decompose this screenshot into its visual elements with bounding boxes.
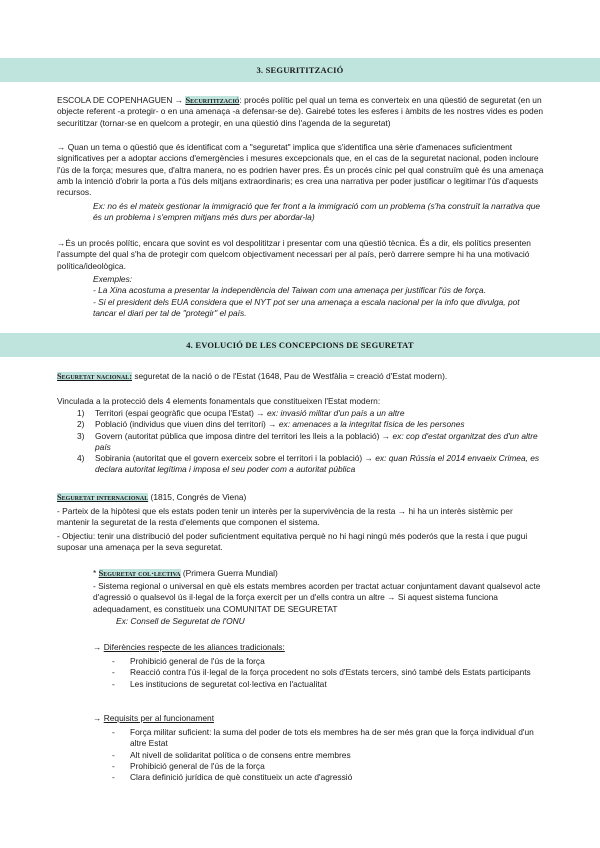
collective-prefix: * [93,568,99,578]
school-label: ESCOLA DE COPENHAGUEN → [57,95,186,105]
list-item [77,453,545,476]
immigration-example: Ex: no és el mateix gestionar la immigració que fer front a la immigració com un problema (s'ha construït la narrativa que és un problema i s'empren mitjans més durs per abordar-la) [93,201,541,223]
examples-label: Exemples: [93,274,133,284]
list-item: - Prohibició general de l'ús de la força [112,761,545,772]
item-number: 4) [77,453,85,464]
requirements-title: Requisits per al funcionament [103,713,215,723]
item-example: ex: amenaces a la integritat física de les persones [278,419,465,430]
item-example: ex: invasió militar d'un país a un altre [266,408,405,418]
item-number: 2) [77,419,85,430]
list-item: - Força militar suficient: la suma del poder de tots els membres ha de ser més gran que la força individual d'un altre Estat [112,727,545,750]
requirements-heading [93,713,543,724]
collective-security-definition: - Sistema regional o universal en què els estats membres acorden per tractat actuar conjuntament davant qualsevol acte d'agressió o qualsevol ús il·legal de la força exercit per un d'ells contra un altre → Si aquest sistema funciona adequadament, es constitueix una COMUNITAT DE SEGURETAT [93,581,541,614]
list-item: - Les institucions de seguretat col·lectiva en l'actualitat [112,679,545,690]
requirements-arrow: → [93,713,104,723]
list-item: - Prohibició general de l'ús de la força [112,656,545,667]
collective-security-line [93,568,543,579]
national-security-definition: seguretat de la nació o de l'Estat (1648, Pau de Westfàlia = creació d'Estat modern). [132,371,448,381]
item-example: ex: cop d'estat organitzat des d'un altre país [95,430,538,452]
section-3-header [0,58,600,82]
securititzacio-definition: : procés polític pel qual un tema es converteix en una qüestió de seguretat (en un objecte referent -a protegir- o en una amenaça -a defensar-se de). Gairebé totes les esferes i àmbits de les nostres vides es poden securititzar (tornar-se en quelcom a protegir, en una qüestió dins l'agenda de la seguretat) [57,95,544,128]
international-security-note: (1815, Congrés de Viena) [148,492,247,502]
international-security-term: Seguretat internacional [57,493,149,502]
differences-heading [93,642,543,653]
international-security-p1: - Parteix de la hipòtesi que els estats poden tenir un interès per la supervivència de la resta → hi ha un interès sistèmic per mantenir la seguretat de la resta d'elements que componen el sistema. [57,506,513,528]
international-security-p2: - Objectiu: tenir una distribució del poder suficientment equitativa perquè no hi hagi ningú més poderós que la resta i que pugui suposar una amenaça per la seva seguretat. [57,531,528,553]
linked-elements-intro: Vinculada a la protecció dels 4 elements fonamentals que constitueixen l'Estat modern: [57,396,381,406]
collective-example: Ex: Consell de Seguretat de l'ONU [116,616,245,626]
list-item: - Clara definició jurídica de què constitueix un acte d'agressió [112,772,545,783]
item-text: Territori (espai geogràfic que ocupa l'Estat) → [95,408,267,418]
list-item [77,431,545,454]
list-item: - Reacció contra l'ús il·legal de la força procedent no sols d'Estats tercers, sinó també dels Estats participants [112,667,545,678]
national-security-line [57,371,545,382]
threat-paragraph: → Quan un tema o qüestió que és identificat com a "seguretat" implica que s'identifica una sèrie d'amenaces suficientment significatives per a adoptar accions d'emergències i mesures excepcionals que, en el cas de la seguretat nacional, poden incloure l'ús de la força; mesures que, d'altra manera, no es podrien haver pres. És un procés cínic pel qual construïm què és una amenaça amb la intenció d'obrir la porta a l'ús dels mitjans extraordinaris; es crea una narrativa per poder justificar o legitimar l'ús d'aquests recursos. [57,142,544,198]
national-security-term: Seguretat nacional: [57,372,132,381]
political-process-paragraph: →És un procés polític, encara que sovint es vol despolititzar i presentar com una qüestió tècnica. És a dir, els polítics presenten l'assumpte del qual s'ha de protegir com quelcom objectivament necessari per al país, però darrere sempre hi ha una motivació política/ideològica. [57,238,531,271]
securititzacio-term: Securitització [185,96,240,105]
international-security-line [57,492,545,503]
item-number: 1) [77,408,85,418]
item-example: ex: quan Rússia el 2014 envaeix Crimea, es declara autoritat legítima i imposa el seu poder com a autoritat pública [95,453,540,475]
requirements-list [112,727,545,783]
section-4-title: 4. EVOLUCIÓ DE LES CONCEPCIONS DE SEGURETAT [186,340,414,350]
copenhagen-paragraph [57,95,545,129]
item-text: Govern (autoritat pública que imposa dintre del territori les lleis a la població) → [95,430,393,441]
section-3-title: 3. SEGURITITZACIÓ [256,65,344,75]
example-usa: - Si el president dels EUA considera que el NYT pot ser una amenaça a escala nacional per la info que divulga, pot tancar el diari per tal de "protegir" el país. [93,297,520,319]
collective-security-term: Seguretat col·lectiva [98,569,181,578]
differences-list [112,656,545,690]
differences-title: Diferències respecte de les aliances tradicionals: [103,642,285,652]
section-4-header [0,333,600,357]
collective-security-note: (Primera Guerra Mundial) [180,568,278,578]
list-item [77,408,545,419]
item-text: Sobirania (autoritat que el govern exerceix sobre el territori i la població) → [95,453,376,464]
item-text: Població (individus que viuen dins del territori) → [95,419,279,430]
example-china: - La Xina acostuma a presentar la independència del Taiwan com una amenaça per justificar l'ús de força. [93,285,486,295]
item-number: 3) [77,430,85,441]
state-elements-list [77,408,545,476]
list-item [77,419,545,430]
list-item: - Alt nivell de solidaritat política o de consens entre membres [112,750,545,761]
differences-arrow: → [93,642,104,652]
